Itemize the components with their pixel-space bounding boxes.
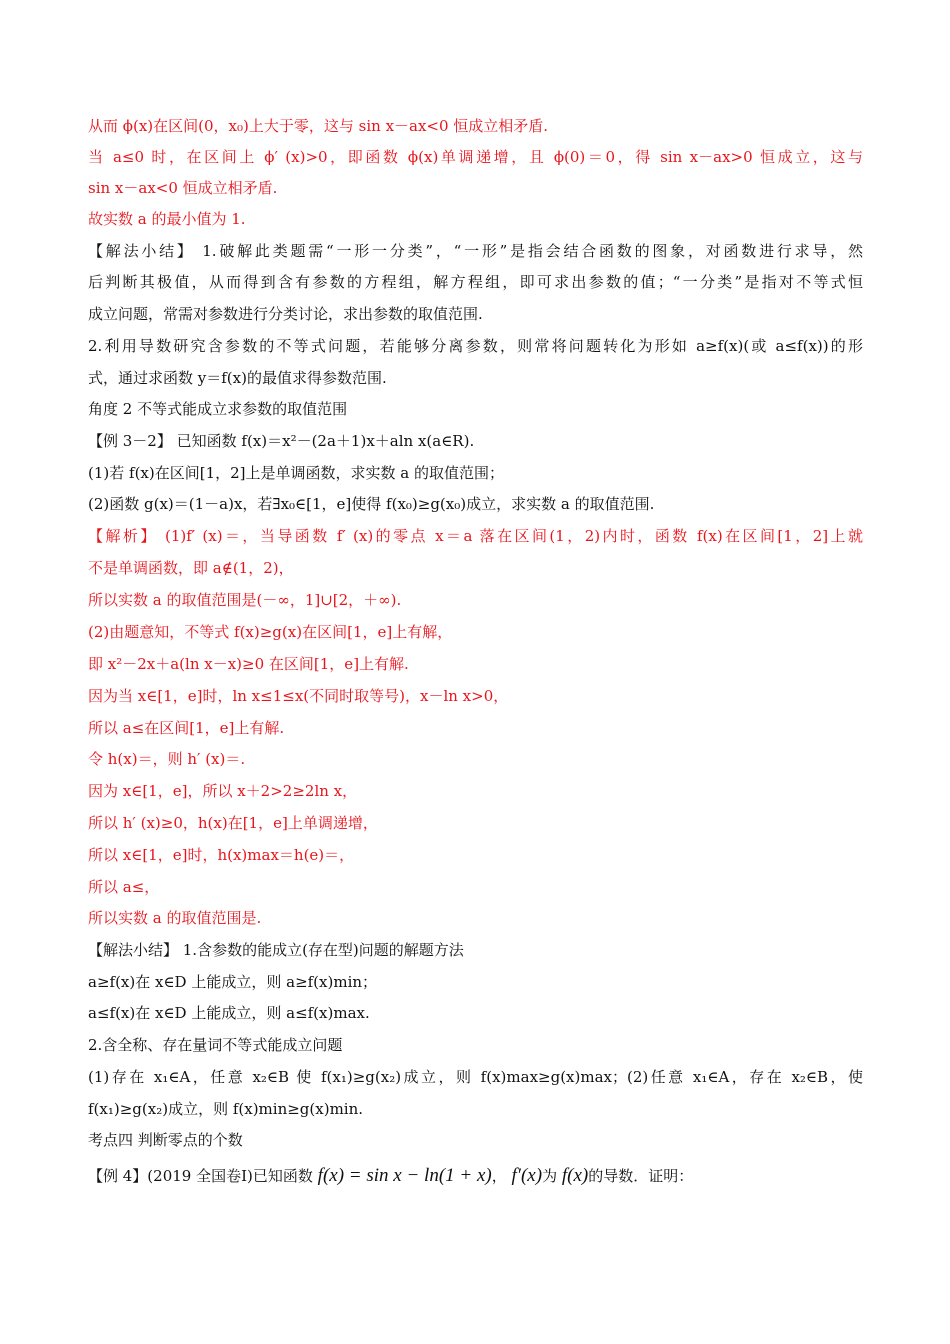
- text-line: 所以 x∈[1，e]时，h(x)max＝h(e)＝，: [88, 846, 355, 864]
- formula-f-ref: f(x): [561, 1165, 589, 1186]
- text-line: 2.含全称、存在量词不等式能成立问题: [88, 1036, 343, 1054]
- example-4-line: [88, 1162, 863, 1190]
- text-line: 【例 3－2】 已知函数 f(x)＝x²－(2a＋1)x＋aln x(a∈R).: [88, 432, 475, 450]
- text-line: (2)由题意知，不等式 f(x)≥g(x)在区间[1，e]上有解，: [88, 623, 453, 641]
- text-line: 不是单调函数，即 a∉(1，2)，: [88, 559, 294, 577]
- text-line: 所以实数 a 的取值范围是(－∞，1]∪[2，＋∞).: [88, 591, 402, 609]
- text-line: 所以 a≤在区间[1，e]上有解.: [88, 719, 285, 737]
- text-line: 故实数 a 的最小值为 1.: [88, 210, 246, 228]
- example-4-mid: 为: [542, 1167, 558, 1185]
- text-line: a≤f(x)在 x∈D 上能成立，则 a≤f(x)max.: [88, 1004, 370, 1022]
- section-heading: 考点四 判断零点的个数: [88, 1131, 243, 1149]
- text-line: 2.利用导数研究含参数的不等式问题，若能够分离参数，则常将问题转化为形如 a≥f(x)(或 a≤f(x))的形: [88, 337, 863, 355]
- example-4-comma: ，: [491, 1167, 507, 1185]
- formula-f: f(x) = sin x − ln(1 + x): [317, 1165, 492, 1186]
- text-line: (1)若 f(x)在区间[1，2]上是单调函数，求实数 a 的取值范围；: [88, 464, 505, 482]
- text-line: f(x₁)≥g(x₂)成立，则 f(x)min≥g(x)min.: [88, 1100, 364, 1118]
- text-line: 成立问题，常需对参数进行分类讨论，求出参数的取值范围.: [88, 305, 483, 323]
- text-line: (1)存在 x₁∈A，任意 x₂∈B 使 f(x₁)≥g(x₂)成立，则 f(x)max≥g(x)max；(2)任意 x₁∈A，存在 x₂∈B，使: [88, 1068, 863, 1086]
- text-line: 所以实数 a 的取值范围是.: [88, 909, 262, 927]
- text-line: 所以 h′ (x)≥0，h(x)在[1，e]上单调递增，: [88, 814, 378, 832]
- text-line: 【解析】 (1)f′ (x)＝，当导函数 f′ (x)的零点 x＝a 落在区间(1，2)内时，函数 f(x)在区间[1，2]上就: [88, 527, 863, 545]
- example-4-suffix: 的导数．证明：: [588, 1167, 694, 1185]
- text-line: 式，通过求函数 y＝f(x)的最值求得参数范围.: [88, 369, 387, 387]
- text-line: 因为当 x∈[1，e]时，ln x≤1≤x(不同时取等号)，x－ln x>0，: [88, 687, 509, 705]
- text-line: 当 a≤0 时，在区间上 ϕ′ (x)>0，即函数 ϕ(x)单调递增，且 ϕ(0)＝0，得 sin x－ax>0 恒成立，这与: [88, 148, 863, 166]
- text-line: 【解法小结】 1.含参数的能成立(存在型)问题的解题方法: [88, 941, 464, 959]
- text-line: 因为 x∈[1，e]，所以 x＋2>2≥2ln x，: [88, 782, 358, 800]
- text-line: a≥f(x)在 x∈D 上能成立，则 a≥f(x)min；: [88, 973, 378, 991]
- text-line: sin x－ax<0 恒成立相矛盾.: [88, 179, 278, 197]
- example-4-prefix: 【例 4】(2019 全国卷Ⅰ)已知函数: [88, 1167, 313, 1185]
- text-line: 所以 a≤，: [88, 878, 160, 896]
- formula-f-prime: f′(x): [511, 1165, 543, 1186]
- text-line: 从而 ϕ(x)在区间(0，x₀)上大于零，这与 sin x－ax<0 恒成立相矛盾.: [88, 117, 549, 135]
- text-line: 令 h(x)＝，则 h′ (x)＝.: [88, 750, 246, 768]
- text-line: 即 x²－2x＋a(ln x－x)≥0 在区间[1，e]上有解.: [88, 655, 409, 673]
- text-line: 后判断其极值，从而得到含有参数的方程组，解方程组，即可求出参数的值；“一分类”是指对不等式恒: [88, 273, 863, 291]
- section-heading: 角度 2 不等式能成立求参数的取值范围: [88, 400, 348, 418]
- text-line: (2)函数 g(x)＝(1－a)x，若∃x₀∈[1，e]使得 f(x₀)≥g(x₀)成立，求实数 a 的取值范围.: [88, 495, 655, 513]
- text-line: 【解法小结】 1.破解此类题需“一形一分类”，“一形”是指会结合函数的图象，对函数进行求导，然: [88, 242, 863, 260]
